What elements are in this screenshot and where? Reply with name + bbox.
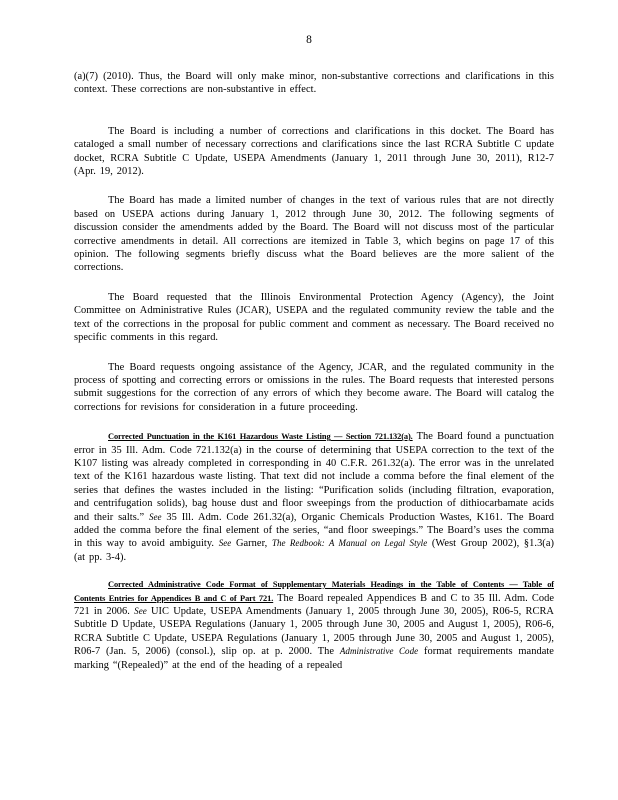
citation-signal: See	[218, 538, 232, 549]
section-text: (West Group 2002), §1.3(a) (at pp. 3-4).	[74, 538, 554, 563]
section-text: format requirements mandate marking “(Repealed)” at the end of the heading of a repealed	[74, 646, 554, 671]
page-number: 8	[306, 34, 312, 46]
section-text: The Board repealed Appendices B and C to 35 Ill. Adm. Code 721 in 2006.	[74, 592, 555, 617]
section-text: 35 Ill. Adm. Code 261.32(a), Organic Chemicals Production Wastes, K161. The Board added the comma before the final element of the series, “and floor sweepings.” The Board’s uses the comma in this way to avoid ambiguity.	[74, 511, 554, 550]
paragraph-4: The Board requested that the Illinois Environmental Protection Agency (Agency), the Joint Committee on Administrative Rules (JCAR), USEPA and the regulated community review the table and the text of the corrections in the proposal for public comment and comment as necessary. The Board received no specific comments in this regard.	[74, 291, 554, 344]
paragraph-5: The Board requests ongoing assistance of the Agency, JCAR, and the regulated community in the process of spotting and correcting errors or omissions in the rules. The Board requests that interested persons submit suggestions for the correction of any errors of which they become aware. The Board will catalog the corrections for revisions for consideration in a future proceeding.	[74, 361, 554, 413]
citation-signal: See	[148, 511, 162, 522]
section-text: Garner,	[231, 538, 272, 550]
section-code-format	[74, 578, 554, 672]
cited-book-title: The Redbook: A Manual on Legal Style	[271, 538, 428, 549]
section-punctuation	[74, 430, 554, 564]
paragraph-2: The Board is including a number of corrections and clarifications in this docket. The Board has cataloged a small number of necessary corrections and clarifications since the last RCRA Subtitle C update docket, RCRA Subtitle C Update, USEPA Amendments (January 1, 2011 through June 30, 2011), R12-7 (Apr. 19, 2012).	[74, 125, 554, 178]
document-body	[74, 70, 554, 688]
section-text: UIC Update, USEPA Amendments (January 1, 2005 through June 30, 2005), R06-5, RCRA Subtitle D Update, USEPA Regulations (January 1, 2005 through June 30, 2005 and August 1, 2005), R06-6, RCRA Subtitle C Update, USEPA Regulations (January 1, 2005 through June 30, 2005 and August 1, 2005), R06-7 (Jan. 5, 2006) (consol.), slip op. at p. 2000. The	[74, 606, 554, 658]
section-text: The Board found a punctuation error in 35 Ill. Adm. Code 721.132(a) in the course of determining that USEPA correction to the text of the K107 listing was already completed in corresponding in 40 C.F.R. 261.32(a). The error was in the unrelated text of the K161 hazardous waste listing. That text did not include a comma before the final element of the series that defines the wastes included in the listing: “Purification solids (including filtration, evaporation, and centrifugation solids), bag house dust and floor sweepings from the production of dithiocarbamate acids and their salts.”	[74, 431, 554, 523]
citation-signal: See	[134, 606, 147, 616]
code-name: Administrative Code	[339, 646, 419, 657]
paragraph-1: (a)(7) (2010). Thus, the Board will only make minor, non-substantive corrections and clarifications in this context. These corrections are non-substantive in effect.	[74, 71, 554, 96]
section-heading-punctuation: Corrected Punctuation in the K161 Hazardous Waste Listing — Section 721.132(a).	[108, 432, 413, 442]
paragraph-3: The Board has made a limited number of changes in the text of various rules that are not directly based on USEPA actions during January 1, 2012 through June 30, 2012. The following segments of discussion consider the amendments added by the Board. The Board will not discuss most of the particular corrective amendments in detail. All corrections are itemized in Table 3, which begins on page 17 of this opinion. The following segments briefly discuss what the Board believes are the more salient of the corrections.	[74, 195, 554, 274]
section-heading-code-format: Corrected Administrative Code Format of Supplementary Materials Headings in the Table of Contents — Table of Contents Entries for Appendices B and C of Part 721.	[74, 580, 554, 603]
